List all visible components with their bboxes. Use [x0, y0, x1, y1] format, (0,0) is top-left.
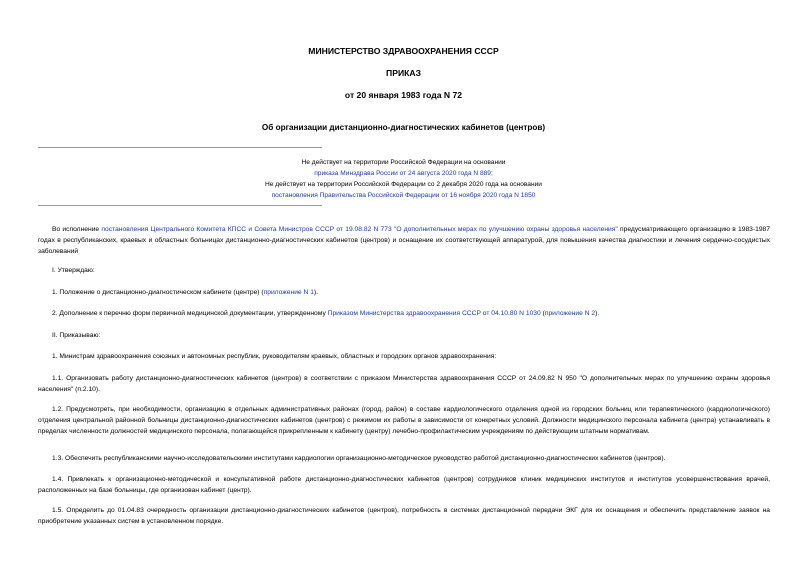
top-divider [38, 147, 322, 148]
paragraph-1-4: 1.4. Привлекать к организационно-методической и консультативной работе дистанционно-диагностических кабинетов (центров) сотрудников клиник медицинских институтов и институтов усовершенствования врачей, расположенных на базе больницы, где организован кабинет (центр). [38, 476, 770, 494]
item-2-end: ). [595, 310, 600, 317]
notice-link-resolution-1850[interactable]: постановления Правительства Российской Федерации от 16 ноября 2020 года N 1850 [271, 192, 536, 199]
item-1-paragraph [38, 287, 770, 298]
item-2-text: 2. Дополнение к перечню форм первичной медицинской документации, утвержденному [52, 310, 328, 317]
paragraph-1: 1. Министрам здравоохранения союзных и автономных республик, руководителям краевых, областных и городских органов здравоохранения: [52, 353, 497, 360]
appendix-2-link[interactable]: приложение N 2 [544, 310, 596, 317]
order-1030-link[interactable]: Приказом Министерства здравоохранения СССР от 04.10.80 N 1030 [327, 310, 541, 317]
intro-paragraph [38, 224, 770, 257]
paragraph-1-3: 1.3. Обеспечить республиканскими научно-исследовательскими институтами кардиологии организационно-методическое руководство работой дистанционно-диагностических кабинетов (центров). [52, 455, 666, 462]
paragraph-1-1: 1.1. Организовать работу дистанционно-диагностических кабинетов (центров) в соответствии с приказом Министерства здравоохранения СССР от 24.09.82 N 950 "О дополнительных мерах по улучшению охраны здоровья населения" (п.2.10). [38, 375, 770, 393]
item-2-mid: ( [540, 310, 545, 317]
intro-text-start: Во исполнение [52, 226, 102, 233]
resolution-773-link[interactable]: постановления Центрального Комитета КПСС и Совета Министров СССР от 19.08.82 N 773 "О дополнительных мерах по улучшению охраны здоровья населения" [101, 226, 618, 233]
bottom-divider [38, 205, 322, 206]
notice-link-order-889[interactable]: приказа Минздрава России от 24 августа 2020 года N 889; [314, 170, 493, 177]
appendix-1-link[interactable]: приложение N 1 [263, 289, 314, 296]
notice-line-2: Не действует на территории Российской Федерации со 2 декабря 2020 года на основании [265, 181, 542, 188]
doc-type-heading: ПРИКАЗ [386, 68, 421, 78]
notice-line-1: Не действует на территории Российской Федерации на основании [301, 159, 506, 166]
status-notice [0, 157, 807, 201]
ministry-heading: МИНИСТЕРСТВО ЗДРАВООХРАНЕНИЯ СССР [308, 46, 499, 56]
intro-text-end: предусматривающего организацию в 1983-1987 годах в республиканских, краевых и областных больницах дистанционно-диагностических кабинетов (центров) и оснащение их соответствующей аппаратурой, для повышения качества диагностики и лечения сердечно-сосудистых заболеваний [38, 226, 770, 255]
section-2-heading: II. Приказываю: [52, 332, 101, 339]
item-1-end: ). [313, 289, 319, 296]
paragraph-1-5: 1.5. Определить до 01.04.83 очередность организации дистанционно-диагностических кабинетов (центров), потребность в системах дистанционной передачи ЭКГ для их оснащения и обеспечить представление заявок на приобретение указанных систем в установленном порядке. [38, 507, 770, 525]
date-number-heading: от 20 января 1983 года N 72 [344, 90, 463, 100]
section-1-heading: I. Утверждаю: [52, 267, 95, 274]
paragraph-1-2: 1.2. Предусмотреть, при необходимости, организацию в отдельных административных районах (город, район) в составе кардиологического отделения одной из городских больниц или терапевтического (кардиологического) отделения центральной районной больницы дистанционно-диагностических кабинетов (центров) с режимом их работы в зависимости от конкретных условий. Должности медицинского персонала кабинета (центра) устанавливать в пределах численности должностей медицинского персонала, полагающейся прикрепленным к кабинету (центру) лечебно-профилактическим учреждениям по действующим штатным нормативам. [38, 406, 770, 435]
item-2-paragraph [38, 308, 770, 319]
document-title: Об организации дистанционно-диагностических кабинетов (центров) [261, 123, 546, 132]
item-1-text: 1. Положение о дистанционно-диагностическом кабинете (центре) ( [52, 289, 264, 296]
